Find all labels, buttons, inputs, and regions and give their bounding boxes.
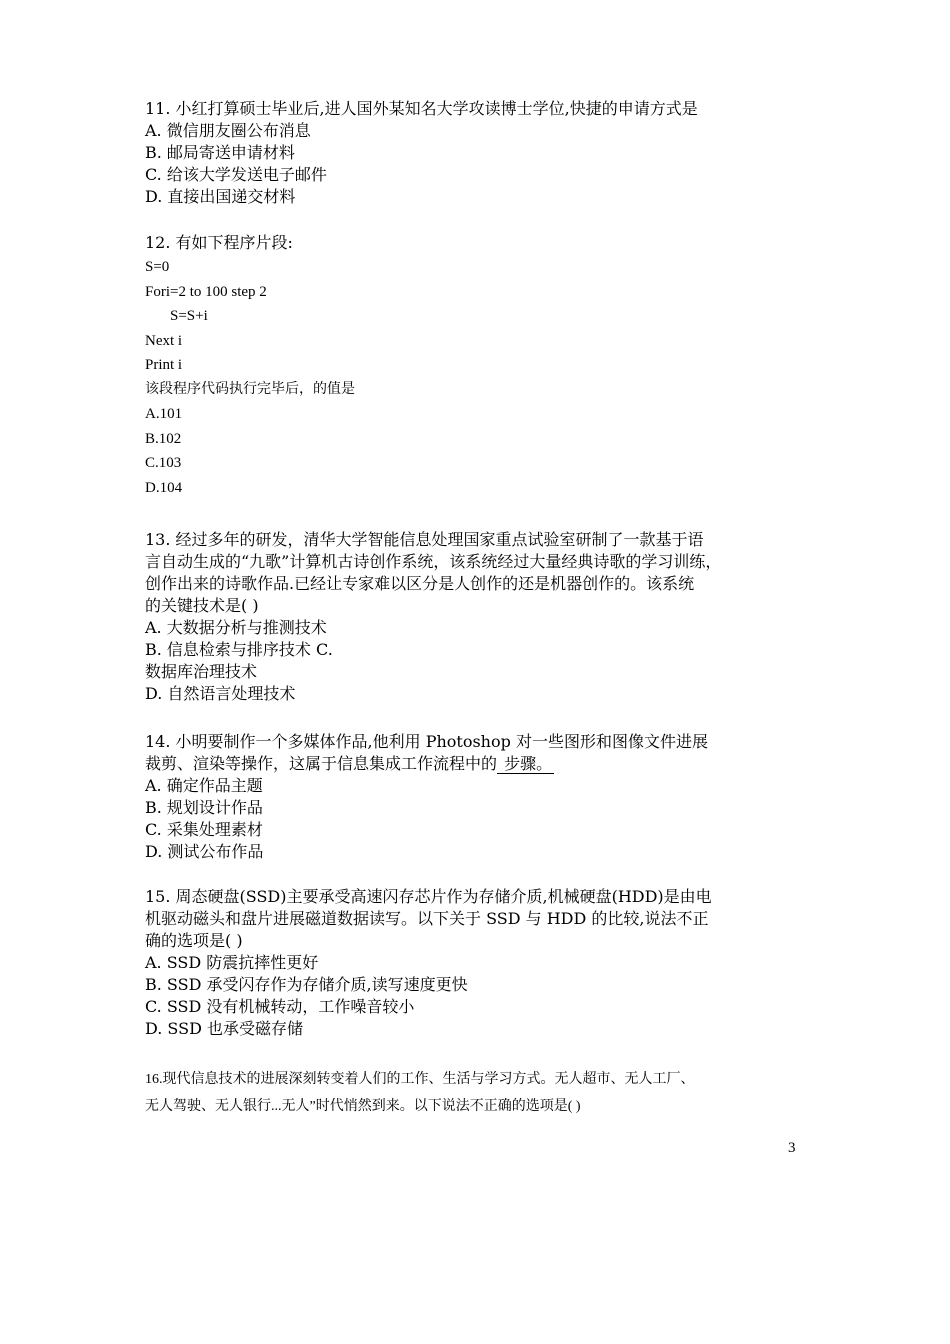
- question-14-option-d: D. 测试公布作品: [145, 842, 264, 861]
- question-13-stem-line: 创作出来的诗歌作品.已经让专家难以区分是人创作的还是机器创作的。该系统: [145, 574, 695, 593]
- question-13-stem-line: 的关键技术是( ): [145, 596, 259, 615]
- question-15-option-c: C. SSD 没有机械转动，工作噪音较小: [145, 997, 415, 1016]
- code-line: Print i: [145, 357, 183, 373]
- question-13-stem-line: 言自动生成的“九歌”计算机古诗创作系统，该系统经过大量经典诗歌的学习训练，: [145, 552, 722, 571]
- question-14-stem-line-2: [145, 753, 845, 775]
- question-11-option-b: B. 邮局寄送申请材料: [145, 143, 295, 162]
- question-14: [145, 731, 845, 863]
- question-15-option-a: A. SSD 防震抗摔性更好: [145, 953, 319, 972]
- question-14-option-c: C. 采集处理素材: [145, 820, 263, 839]
- question-12-stem: 12. 有如下程序片段:: [145, 233, 293, 252]
- question-15-stem-line: 机驱动磁头和盘片进展磁道数据读写。以下关于 SSD 与 HDD 的比较,说法不正: [145, 909, 709, 928]
- question-11: [145, 98, 845, 208]
- question-13-option-b: B. 信息检索与排序技术 C.: [145, 640, 333, 659]
- question-12-option-d: D.104: [145, 479, 183, 496]
- page-number: 3: [788, 1140, 796, 1156]
- code-line: S=0: [145, 259, 170, 275]
- question-12-code: [145, 255, 845, 500]
- question-16-stem-line: 无人驾驶、无人银行...无人”时代悄然到来。以下说法不正确的选项是( ): [145, 1099, 581, 1114]
- question-15: [145, 886, 845, 1040]
- code-line: Next i: [145, 332, 183, 349]
- question-14-stem-prefix: 裁剪、渲染等操作，这属于信息集成工作流程中的: [145, 754, 498, 773]
- question-14-option-b: B. 规划设计作品: [145, 798, 263, 817]
- code-line: Fori=2 to 100 step 2: [145, 283, 267, 300]
- question-12-option-a: A.101: [145, 406, 183, 422]
- question-11-stem: 11. 小红打算硕士毕业后,进人国外某知名大学攻读博士学位,快捷的申请方式是: [145, 99, 698, 118]
- question-14-stem-line: 14. 小明要制作一个多媒体作品,他利用 Photoshop 对一些图形和图像文件进展: [145, 732, 708, 751]
- question-16: [145, 1066, 845, 1120]
- question-15-option-d: D. SSD 也承受磁存储: [145, 1019, 303, 1038]
- question-12-option-c: C.103: [145, 455, 182, 471]
- question-11-option-d: D. 直接出国递交材料: [145, 187, 296, 206]
- question-13-option-c: 数据库治理技术: [145, 662, 258, 681]
- question-13: [145, 529, 845, 705]
- question-13-option-d: D. 自然语言处理技术: [145, 684, 296, 703]
- question-16-stem-line: 16.现代信息技术的进展深刻转变着人们的工作、生活与学习方式。无人超市、无人工厂、: [145, 1072, 695, 1087]
- question-12-option-b: B.102: [145, 430, 182, 447]
- question-11-option-c: C. 给该大学发送电子邮件: [145, 165, 327, 184]
- question-13-stem-line: 13. 经过多年的研发，清华大学智能信息处理国家重点试验室研制了一款基于语: [145, 530, 704, 549]
- question-15-option-b: B. SSD 承受闪存作为存储介质,读写速度更快: [145, 975, 468, 994]
- question-15-stem-line: 确的选项是( ): [145, 931, 243, 950]
- question-14-option-a: A. 确定作品主题: [145, 776, 263, 795]
- code-line: S=S+i: [170, 308, 208, 324]
- question-11-option-a: A. 微信朋友圈公布消息: [145, 121, 311, 140]
- question-13-option-a: A. 大数据分析与推测技术: [145, 618, 327, 637]
- question-12-stem-block: [145, 232, 845, 254]
- question-12-question: 该段程序代码执行完毕后，的值是: [145, 381, 355, 397]
- question-15-stem-line: 15. 周态硬盘(SSD)主要承受高速闪存芯片作为存储介质,机械硬盘(HDD)是由电: [145, 887, 712, 906]
- answer-blank: 步骤。: [499, 754, 553, 773]
